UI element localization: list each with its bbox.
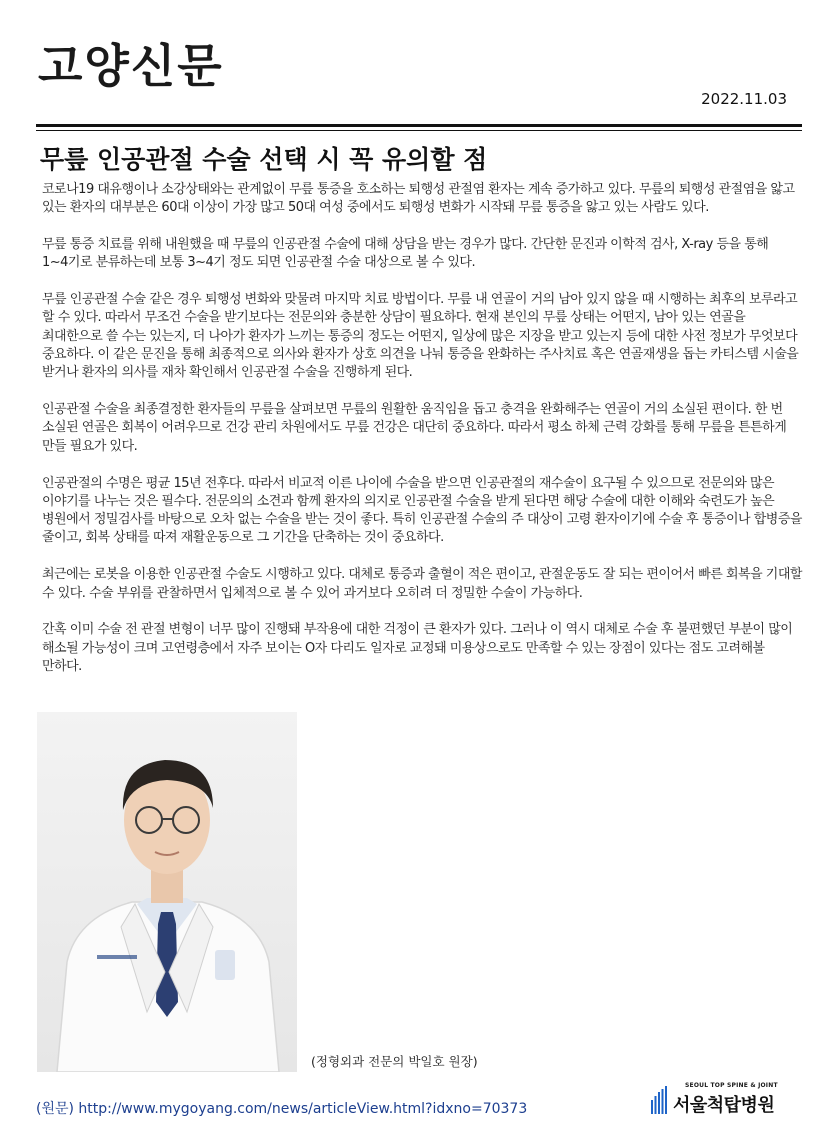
photo-caption: (정형외과 전문의 박일호 원장) xyxy=(311,1054,478,1069)
doctor-portrait-illustration xyxy=(37,712,297,1072)
article-paragraph: 인공관절 수술을 최종결정한 환자들의 무릎을 살펴보면 무릎의 원활한 움직임을 돕고 충격을 완화해주는 연골이 거의 소실된 편이다. 한 번 소실된 연골은 회복이 어려우므로 건강 관리 차원에서도 무릎 건강은 대단히 중요하다. 따라서 평소 하체 근력 강화를 통해 무릎을 튼튼하게 만들 필요가 있다. xyxy=(42,402,787,454)
article-date: 2022.11.03 xyxy=(701,90,787,108)
article-paragraph: 코로나19 대유행이나 소강상태와는 관계없이 무릎 통증을 호소하는 퇴행성 관절염 환자는 계속 증가하고 있다. 무릎의 퇴행성 관절염을 앓고 있는 환자의 대부분은 60대 이상이 가장 많고 50대 여성 중에서도 퇴행성 변화가 시작돼 무릎 통증을 앓고 있는 사람도 있다. xyxy=(42,182,795,216)
hospital-logo-tagline: SEOUL TOP SPINE & JOINT xyxy=(685,1082,778,1089)
header-rule-thick xyxy=(36,124,802,127)
article-paragraph: 인공관절의 수명은 평균 15년 전후다. 따라서 비교적 이른 나이에 수술을 받으면 인공관절의 재수술이 요구될 수 있으므로 전문의와 많은 이야기를 나누는 것은 필수다. 전문의의 소견과 함께 환자의 의지로 인공관절 수술을 받게 된다면 해당 수술에 대한 이해와 숙련도가 높은 병원에서 정밀검사를 바탕으로 오차 없는 수술을 받는 것이 좋다. 특히 인공관절 수술의 주 대상이 고령 환자이기에 수술 후 통증이나 합병증을 줄이고, 회복 상태를 따져 재활운동으로 그 기간을 단축하는 것이 중요하다. xyxy=(42,475,802,546)
hospital-logo xyxy=(651,1082,801,1118)
article-paragraph: 무릎 통증 치료를 위해 내원했을 때 무릎의 인공관절 수술에 대해 상담을 받는 경우가 많다. 간단한 문진과 이학적 검사, X-ray 등을 통해 1~4기로 분류하는데 보통 3~4기 정도 되면 인공관절 수술 대상으로 볼 수 있다. xyxy=(42,237,769,271)
doctor-photo xyxy=(37,712,297,1072)
hospital-logo-bars-icon xyxy=(651,1086,669,1114)
newspaper-masthead: 고양신문 xyxy=(38,39,224,93)
article-headline: 무릎 인공관절 수술 선택 시 꼭 유의할 점 xyxy=(40,145,488,174)
header-rule-thin xyxy=(36,130,802,131)
article-paragraph: 무릎 인공관절 수술 같은 경우 퇴행성 변화와 맞물려 마지막 치료 방법이다. 무릎 내 연골이 거의 남아 있지 않을 때 시행하는 최후의 보루라고 할 수 있다. 따라서 무조건 수술을 받기보다는 전문의와 충분한 상담이 필요하다. 현재 본인의 무릎 상태는 어떤지, 남아 있는 연골을 최대한으로 쓸 수는 있는지, 더 나아가 환자가 느끼는 통증의 정도는 어떤지, 일상에 많은 지장을 받고 있는지 등에 대한 사전 정보가 무엇보다 중요하다. 이 같은 문진을 통해 최종적으로 의사와 환자가 상호 의견을 나눠 통증을 완화하는 주사치료 혹은 연골재생을 돕는 카티스템 시술을 받거나 환자의 의사를 재차 확인해서 인공관절 수술을 진행하게 된다. xyxy=(42,292,799,381)
source-link[interactable]: (원문) http://www.mygoyang.com/news/articleView.html?idxno=70373 xyxy=(36,1101,528,1117)
article-body xyxy=(42,181,802,695)
hospital-logo-name: 서울척탑병원 xyxy=(673,1095,775,1116)
article-paragraph: 간혹 이미 수술 전 관절 변형이 너무 많이 진행돼 부작용에 대한 걱정이 큰 환자가 있다. 그러나 이 역시 대체로 수술 후 불편했던 부분이 많이 해소될 가능성이 크며 고연령층에서 자주 보이는 O자 다리도 일자로 교정돼 미용상으로도 만족할 수 있는 장점이 있다는 점도 고려해볼 만하다. xyxy=(42,622,793,674)
article-paragraph: 최근에는 로봇을 이용한 인공관절 수술도 시행하고 있다. 대체로 통증과 출혈이 적은 편이고, 관절운동도 잘 되는 편이어서 빠른 회복을 기대할 수 있다. 수술 부위를 관찰하면서 입체적으로 볼 수 있어 과거보다 오히려 더 정밀한 수술이 가능하다. xyxy=(42,567,802,601)
